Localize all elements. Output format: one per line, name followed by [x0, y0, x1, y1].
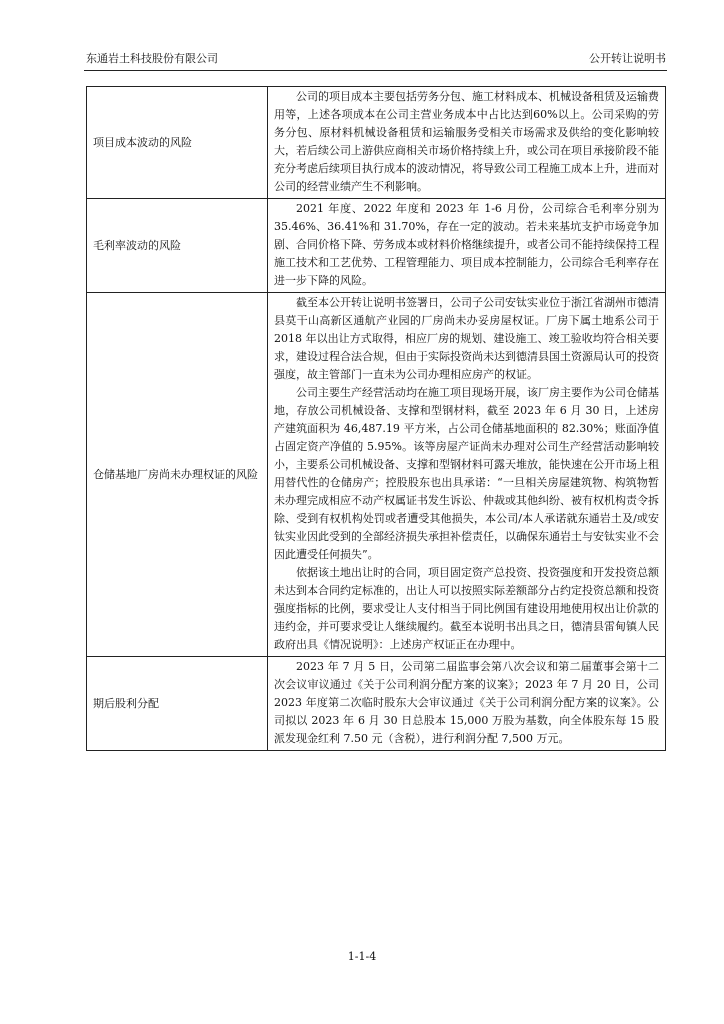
table-row	[87, 293, 666, 657]
risk-paragraph: 2021 年度、2022 年度和 2023 年 1-6 月份，公司综合毛利率分别为 35.46%、36.41%和 31.70%，存在一定的波动。若未来基坑支护市场竞争加剧、合同价格下降、劳务成本或材料价格继续提升，或者公司不能持续保持工程施工技术和工艺优势、工程管理能力、项目成本控制能力，公司综合毛利率存在进一步下降的风险。	[274, 202, 659, 287]
risk-name: 毛利率波动的风险	[87, 199, 268, 293]
document-title: 公开转让说明书	[589, 52, 666, 65]
risk-table	[86, 86, 666, 751]
risk-paragraph: 2023 年 7 月 5 日，公司第二届监事会第八次会议和第二届董事会第十二次会议审议通过《关于公司利润分配方案的议案》；2023 年 7 月 20 日，公司 2023 年度第二次临时股东大会审议通过《关于公司利润分配方案的议案》。公司拟以 2023 年 6 月 30 日总股本 15,000 万股为基数，向全体股东每 15 股派发现金红利 7.50 元（含税），进行利润分配 7,500 万元。	[274, 660, 659, 745]
risk-description	[268, 657, 666, 751]
risk-description	[268, 199, 666, 293]
risk-description	[268, 87, 666, 199]
risk-paragraph: 截至本公开转让说明书签署日，公司子公司安钛实业位于浙江省湖州市德清县莫干山高新区通航产业园的厂房尚未办妥房屋权证。厂房下属土地系公司于 2018 年以出让方式取得，相应厂房的规划、建设施工、竣工验收均符合相关要求，建设过程合法合规，但由于实际投资尚未达到德清县国土资源局认可的投资强度，故主管部门一直未为公司办理相应房产的权证。	[274, 296, 659, 381]
risk-paragraph: 公司的项目成本主要包括劳务分包、施工材料成本、机械设备租赁及运输费用等，上述各项成本在公司主营业务成本中占比达到60%以上。公司采购的劳务分包、原材料机械设备租赁和运输服务受相关市场需求及供给的变化影响较大，若后续公司上游供应商相关市场价格持续上升，或公司在项目承接阶段不能充分考虑后续项目执行成本的波动情况，将导致公司工程施工成本上升，进而对公司的经营业绩产生不利影响。	[274, 90, 659, 193]
risk-name: 项目成本波动的风险	[87, 87, 268, 199]
risk-name: 仓储基地厂房尚未办理权证的风险	[87, 293, 268, 657]
risk-name: 期后股利分配	[87, 657, 268, 751]
table-row	[87, 87, 666, 199]
header-divider	[84, 70, 667, 71]
risk-paragraph: 公司主要生产经营活动均在施工项目现场开展，该厂房主要作为公司仓储基地，存放公司机械设备、支撑和型钢材料，截至 2023 年 6 月 30 日，上述房产建筑面积为 46,487.19 平方米，占公司仓储基地面积的 82.30%；账面净值占固定资产净值的 5.95%。该等房屋产证尚未办理对公司生产经营活动影响较小，主要系公司机械设备、支撑和型钢材料可露天堆放，能快速在公开市场上租用替代性的仓储房产；控股股东也出具承诺：“一旦相关房屋建筑物、构筑物暂未办理完成相应不动产权属证书发生诉讼、仲裁或其他纠纷、被有权机构责令拆除、受到有权机构处罚或者遭受其他损失，本公司/本人承诺就东通岩土及/或安钛实业因此受到的全部经济损失承担补偿责任，以确保东通岩土与安钛实业不会因此遭受任何损失”。	[274, 386, 659, 561]
page-header	[86, 50, 666, 68]
page-number: 1-1-4	[347, 950, 377, 963]
company-name: 东通岩土科技股份有限公司	[86, 52, 218, 65]
risk-description	[268, 293, 666, 657]
table-row	[87, 657, 666, 751]
table-row	[87, 199, 666, 293]
risk-paragraph: 依据该土地出让时的合同，项目固定资产总投资、投资强度和开发投资总额未达到本合同约定标准的，出让人可以按照实际差额部分占约定投资总额和投资强度指标的比例，要求受让人支付相当于同比例国有建设用地使用权出让价款的违约金，并可要求受让人继续履约。截至本说明书出具之日，德清县雷甸镇人民政府出具《情况说明》：上述房产权证正在办理中。	[274, 566, 659, 651]
